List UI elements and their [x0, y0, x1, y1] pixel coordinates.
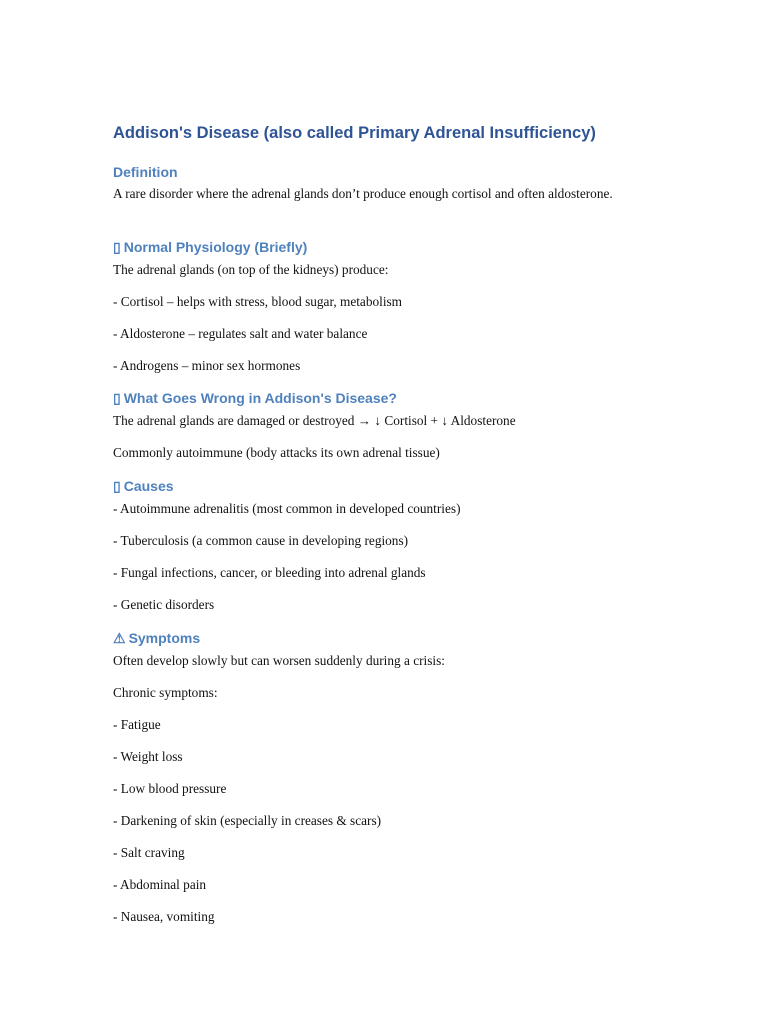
- list-item: - Autoimmune adrenalitis (most common in developed countries): [113, 501, 461, 516]
- chronic-symptoms-label: Chronic symptoms:: [113, 685, 218, 700]
- list-item: - Aldosterone – regulates salt and water balance: [113, 326, 368, 341]
- what-goes-wrong-heading-text: What Goes Wrong in Addison's Disease?: [123, 390, 397, 406]
- symptoms-heading: [113, 630, 200, 647]
- definition-heading: Definition: [113, 164, 178, 180]
- list-item: - Nausea, vomiting: [113, 909, 215, 924]
- definition-text: A rare disorder where the adrenal glands don’t produce enough cortisol and often aldosterone.: [113, 186, 613, 201]
- list-item: - Abdominal pain: [113, 877, 207, 892]
- list-item: - Tuberculosis (a common cause in developing regions): [113, 533, 409, 548]
- physiology-heading: [113, 239, 307, 256]
- causes-heading-text: Causes: [123, 478, 174, 494]
- list-item: - Low blood pressure: [113, 781, 227, 796]
- causes-heading: [113, 478, 174, 495]
- document-title: Addison's Disease (also called Primary Adrenal Insufficiency): [113, 124, 596, 142]
- what-goes-wrong-line: The adrenal glands are damaged or destroyed → ↓ Cortisol + ↓ Aldosterone: [113, 413, 516, 428]
- list-item: - Genetic disorders: [113, 597, 215, 612]
- list-item: - Cortisol – helps with stress, blood sugar, metabolism: [113, 294, 403, 309]
- missing-glyph-icon: ▯: [113, 478, 121, 494]
- list-item: - Fungal infections, cancer, or bleeding into adrenal glands: [113, 565, 426, 580]
- physiology-heading-text: Normal Physiology (Briefly): [123, 239, 308, 255]
- what-goes-wrong-line: Commonly autoimmune (body attacks its own adrenal tissue): [113, 445, 440, 460]
- what-goes-wrong-heading: [113, 390, 397, 407]
- list-item: - Darkening of skin (especially in creases & scars): [113, 813, 382, 828]
- list-item: - Androgens – minor sex hormones: [113, 358, 301, 373]
- symptoms-heading-text: Symptoms: [128, 630, 201, 646]
- list-item: - Salt craving: [113, 845, 185, 860]
- symptoms-intro: Often develop slowly but can worsen suddenly during a crisis:: [113, 653, 445, 668]
- physiology-intro: The adrenal glands (on top of the kidneys) produce:: [113, 262, 389, 277]
- missing-glyph-icon: ▯: [113, 390, 121, 406]
- warning-icon: ⚠: [113, 630, 126, 646]
- list-item: - Weight loss: [113, 749, 183, 764]
- list-item: - Fatigue: [113, 717, 161, 732]
- missing-glyph-icon: ▯: [113, 239, 121, 255]
